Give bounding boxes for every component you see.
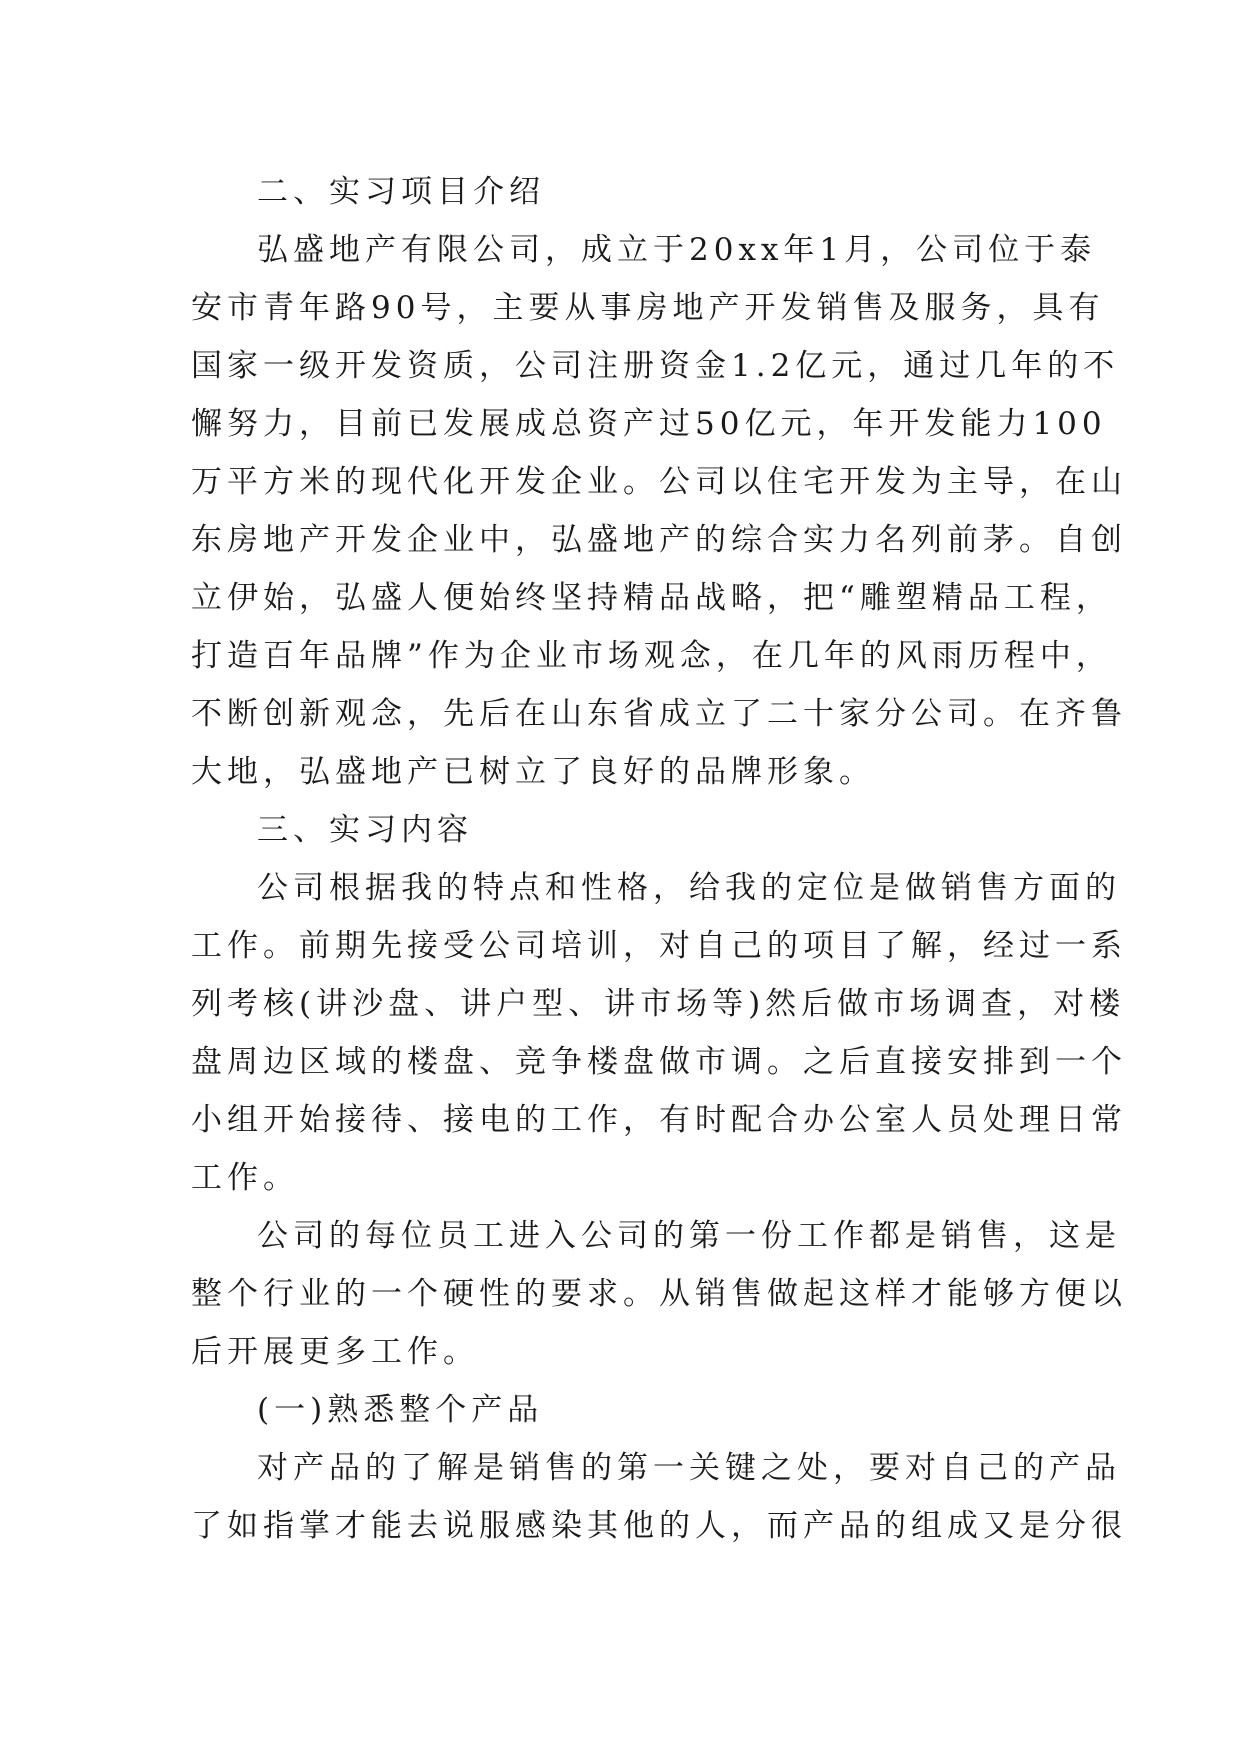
paragraph-line: 公司的每位员工进入公司的第一份工作都是销售，这是 [257, 1218, 1121, 1254]
paragraph-line: 东房地产开发企业中，弘盛地产的综合实力名列前茅。自创 [191, 522, 1127, 558]
paragraph-line: 列考核(讲沙盘、讲户型、讲市场等)然后做市场调查，对楼 [191, 986, 1126, 1022]
paragraph-line: 工作。 [191, 1160, 299, 1196]
document-body [191, 163, 1127, 1555]
paragraph-line: 后开展更多工作。 [191, 1334, 479, 1370]
paragraph-line: 安市青年路90号，主要从事房地产开发销售及服务，具有 [191, 290, 1105, 326]
paragraph-line: 盘周边区域的楼盘、竞争楼盘做市调。之后直接安排到一个 [191, 1044, 1127, 1080]
paragraph-line: 小组开始接待、接电的工作，有时配合办公室人员处理日常 [191, 1102, 1127, 1138]
paragraph-line: 对产品的了解是销售的第一关键之处，要对自己的产品 [257, 1450, 1121, 1486]
section-heading: 三、实习内容 [257, 812, 473, 848]
paragraph-line: 弘盛地产有限公司，成立于20xx年1月，公司位于泰 [257, 232, 1097, 268]
paragraph-line: 工作。前期先接受公司培训，对自己的项目了解，经过一系 [191, 928, 1127, 964]
paragraph-line: 懈努力，目前已发展成总资产过50亿元，年开发能力100 [191, 406, 1107, 442]
paragraph-line: 立伊始，弘盛人便始终坚持精品战略，把“雕塑精品工程， [191, 580, 1112, 616]
paragraph-line: 打造百年品牌”作为企业市场观念，在几年的风雨历程中， [191, 638, 1112, 674]
paragraph-line: 了如指掌才能去说服感染其他的人，而产品的组成又是分很 [191, 1508, 1127, 1544]
section-heading: 二、实习项目介绍 [257, 174, 545, 210]
subsection-heading: (一)熟悉整个产品 [257, 1392, 544, 1428]
paragraph-line: 不断创新观念，先后在山东省成立了二十家分公司。在齐鲁 [191, 696, 1127, 732]
paragraph-line: 公司根据我的特点和性格，给我的定位是做销售方面的 [257, 870, 1121, 906]
paragraph-line: 万平方米的现代化开发企业。公司以住宅开发为主导，在山 [191, 464, 1127, 500]
paragraph-line: 国家一级开发资质，公司注册资金1.2亿元，通过几年的不 [191, 348, 1120, 384]
paragraph-line: 整个行业的一个硬性的要求。从销售做起这样才能够方便以 [191, 1276, 1127, 1312]
paragraph-line: 大地，弘盛地产已树立了良好的品牌形象。 [191, 754, 875, 790]
